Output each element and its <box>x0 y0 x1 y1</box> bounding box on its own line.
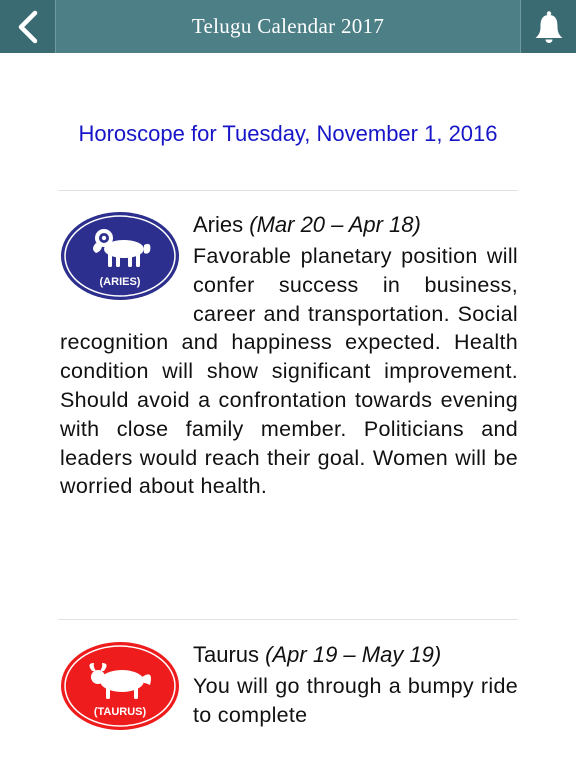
app-title: Telugu Calendar 2017 <box>191 14 385 38</box>
aries-logo-label: (ARIES) <box>99 276 141 288</box>
taurus-logo <box>60 641 180 731</box>
aries-name: Aries <box>193 212 244 237</box>
chevron-left-icon <box>15 10 41 44</box>
app-header <box>0 0 576 53</box>
divider <box>58 619 518 620</box>
bell-icon <box>532 10 566 44</box>
horoscope-content[interactable] <box>0 53 576 768</box>
taurus-name: Taurus <box>193 642 260 667</box>
page-title: Horoscope for Tuesday, November 1, 2016 <box>78 121 498 146</box>
back-button[interactable] <box>0 0 56 53</box>
taurus-dates: (Apr 19 – May 19) <box>265 642 442 667</box>
sign-aries <box>60 211 518 501</box>
aries-text: Favorable planetary position will confer success in business, career and transportation. Social recognition and happiness expected. Health condition will show significant improvement. Should avoid a confrontation towards evening with close family member. Politicians and leaders would reach their goal. Women will be worried about health. <box>60 244 518 499</box>
notifications-button[interactable] <box>520 0 576 53</box>
aries-dates: (Mar 20 – Apr 18) <box>249 212 421 237</box>
sign-taurus <box>60 641 518 735</box>
taurus-text: You will go through a bumpy ride to complete <box>193 674 518 727</box>
aries-logo <box>60 211 180 301</box>
divider <box>58 190 518 191</box>
taurus-logo-label: (TAURUS) <box>93 706 147 718</box>
